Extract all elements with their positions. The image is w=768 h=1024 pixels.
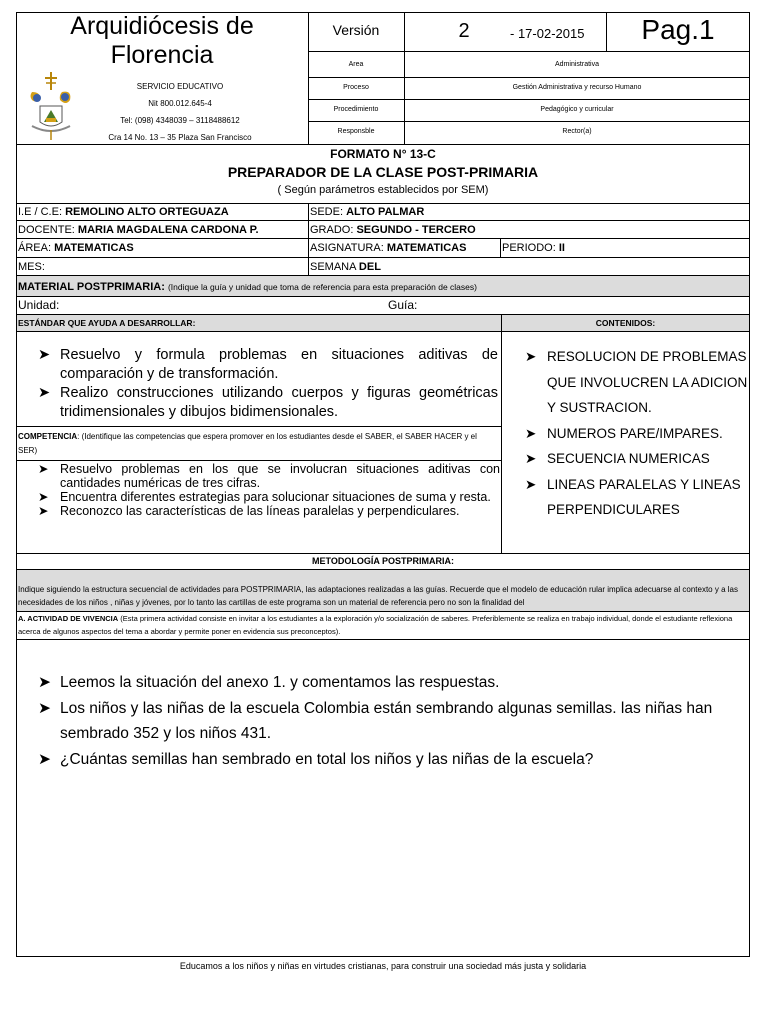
estandar-item: ➤ Realizo construcciones utilizando cuerpos y figuras geométricas tridimensionales y dibujos bidimensionales. — [38, 385, 498, 420]
sede-field — [308, 205, 748, 219]
grado-value: SEGUNDO - TERCERO — [356, 224, 476, 236]
arrow-bullet-icon: ➤ — [38, 750, 51, 768]
nit-text: Nit 800.012.645-4 — [148, 99, 212, 108]
arrow-bullet-icon: ➤ — [525, 425, 537, 441]
material-field — [16, 280, 746, 294]
competencia-list — [16, 462, 500, 518]
info-row-procedimiento — [308, 100, 750, 122]
unidad-row — [16, 297, 750, 315]
arrow-bullet-icon: ➤ — [38, 699, 51, 717]
competencia-item: ➤ Encuentra diferentes estrategias para solucionar situaciones de suma y resta. — [38, 490, 491, 504]
actividad-text: (Esta primera actividad consiste en invitar a los estudiantes a la exploración y/o socialización de saberes. Preferiblemente se realiza en trabajo individual, donde el estudiante reflexiona acerca de algunos aspectos del tema a abordar y permite poner en evidencia sus preconceptos). — [18, 614, 733, 636]
competencia-intro — [18, 430, 496, 458]
docente-field — [16, 223, 308, 237]
tel-text: Tel: (098) 4348039 – 3118488612 — [120, 116, 240, 125]
procedimiento-value: Pedagógico y curricular — [540, 106, 614, 113]
version-label: Versión — [332, 22, 380, 38]
competencia-note: : (Identifique las competencias que espera promover en los estudiantes desde el SABER, el SABER HACER y el SER) — [18, 432, 477, 455]
material-label: MATERIAL POSTPRIMARIA: — [18, 281, 165, 293]
competencia-divider — [16, 426, 501, 427]
seal-logo — [26, 70, 76, 142]
proceso-label: Proceso — [343, 84, 369, 91]
procedimiento-label: Procedimiento — [333, 106, 379, 113]
asignatura-field — [308, 241, 500, 255]
version-date: - 17-02-2015 — [510, 26, 585, 41]
estandar-item: ➤ Resuelvo y formula problemas en situaciones aditivas de comparación y de transformación. — [38, 347, 498, 382]
metodologia-header: METODOLOGÍA POSTPRIMARIA: — [311, 556, 454, 566]
grado-field — [308, 223, 748, 237]
activity-list — [16, 670, 746, 772]
footer-text: Educamos a los niños y niñas en virtudes cristianas, para construir una sociedad más justa y solidaria — [179, 961, 587, 971]
arrow-bullet-icon: ➤ — [38, 490, 49, 504]
docente-label: DOCENTE: — [18, 224, 75, 236]
activity-item: ➤ Leemos la situación del anexo 1. y comentamos las respuestas. — [16, 670, 746, 696]
arrow-bullet-icon: ➤ — [38, 347, 51, 363]
service-text: SERVICIO EDUCATIVO — [136, 82, 224, 91]
competencia-divider — [16, 460, 501, 461]
competencia-label: COMPETENCIA — [18, 432, 78, 441]
arrow-bullet-icon: ➤ — [38, 504, 49, 518]
activity-item: ➤ ¿Cuántas semillas han sembrado en total los niños y las niñas de la escuela? — [16, 747, 746, 773]
area-field — [16, 241, 308, 255]
semana-value: DEL — [358, 261, 381, 273]
arrow-bullet-icon: ➤ — [38, 385, 51, 401]
responsable-label: Responsble — [337, 128, 375, 135]
estandar-list — [16, 346, 498, 422]
grado-label: GRADO: — [310, 224, 354, 236]
docente-value: MARIA MAGDALENA CARDONA P. — [77, 224, 259, 236]
org-title-line1: Arquidiócesis de — [70, 12, 254, 40]
contenido-item: ➤ RESOLUCION DE PROBLEMAS QUE INVOLUCREN LA ADICION Y SUSTRACION. — [501, 344, 748, 421]
asignatura-value: MATEMATICAS — [386, 242, 467, 254]
mes-field — [16, 260, 308, 274]
arrow-bullet-icon: ➤ — [525, 451, 537, 466]
info-row-proceso — [308, 78, 750, 100]
format-code: FORMATO N° 13-C — [330, 147, 436, 161]
semana-field — [308, 260, 748, 274]
ie-value: REMOLINO ALTO ORTEGUAZA — [65, 206, 229, 218]
format-title: PREPARADOR DE LA CLASE POST-PRIMARIA — [227, 164, 539, 180]
header-info-rows — [308, 52, 750, 145]
address-text: Cra 14 No. 13 – 35 Plaza San Francisco — [108, 133, 252, 142]
contenidos-list — [501, 344, 748, 523]
sede-value: ALTO PALMAR — [346, 206, 425, 218]
info-row-area — [308, 52, 750, 78]
org-title-line2: Florencia — [110, 41, 214, 69]
metodologia-text: Indique siguiendo la estructura secuencial de actividades para POSTPRIMARIA, las adaptaciones realizadas a las guías. Recuerde que el modelo de educación rular implica adecuarse al contexto y a las necesidades de los niños , niñas y jóvenes, por lo tanto las cartillas de este programa son un material de referencia pero no son la finalidad del — [18, 585, 738, 607]
contenido-item: ➤ LINEAS PARALELAS Y LINEAS PERPENDICULARES — [501, 472, 748, 523]
mes-label: MES: — [18, 261, 45, 273]
ie-field — [16, 205, 308, 219]
arrow-bullet-icon: ➤ — [525, 349, 537, 364]
org-info — [80, 78, 280, 146]
area-value: Administrativa — [555, 61, 599, 68]
area-field-value: MATEMATICAS — [54, 242, 134, 254]
arrow-bullet-icon: ➤ — [525, 476, 537, 492]
arrow-bullet-icon: ➤ — [38, 462, 49, 476]
proceso-value: Gestión Administrativa y recurso Humano — [512, 84, 642, 91]
area-field-label: ÁREA: — [18, 242, 52, 254]
periodo-label: PERIODO: — [502, 242, 556, 254]
actividad-label: A. ACTIVIDAD DE VIVENCIA — [18, 614, 119, 623]
arrow-bullet-icon: ➤ — [38, 674, 51, 691]
responsable-value: Rector(a) — [562, 128, 592, 135]
material-note: (Indique la guía y unidad que toma de referencia para esta preparación de clases) — [167, 282, 477, 292]
info-row-responsable — [308, 122, 750, 145]
format-subtitle: ( Según parámetros establecidos por SEM) — [277, 184, 489, 196]
page-label: Pag.1 — [641, 14, 715, 45]
version-value: 2 — [458, 20, 470, 42]
contenidos-header: CONTENIDOS: — [595, 318, 656, 328]
periodo-value: II — [558, 242, 565, 254]
unidad-label: Unidad: — [18, 298, 60, 312]
org-title — [16, 12, 308, 70]
estandar-header: ESTÁNDAR QUE AYUDA A DESARROLLAR: — [18, 318, 196, 328]
semana-label: SEMANA — [310, 261, 356, 273]
competencia-item: ➤ Resuelvo problemas en los que se involucran situaciones aditivas con cantidades numéricas de tres cifras. — [38, 462, 500, 490]
asignatura-label: ASIGNATURA: — [310, 242, 384, 254]
periodo-field — [500, 241, 748, 255]
ie-label: I.E / C.E: — [18, 206, 63, 218]
guia-label: Guía: — [388, 298, 418, 312]
activity-item: ➤ Los niños y las niñas de la escuela Colombia están sembrando algunas semillas. las niñas han sembrado 352 y los niños 431. — [16, 696, 746, 747]
competencia-item: ➤ Reconozco las características de las líneas paralelas y perpendiculares. — [38, 504, 460, 518]
divider — [404, 52, 405, 145]
sede-label: SEDE: — [310, 206, 344, 218]
contenido-item: ➤ SECUENCIA NUMERICAS — [501, 446, 748, 472]
contenido-item: ➤ NUMEROS PARE/IMPARES. — [501, 421, 748, 447]
area-label: Area — [348, 61, 364, 68]
actividad-text-wrap — [18, 613, 748, 638]
